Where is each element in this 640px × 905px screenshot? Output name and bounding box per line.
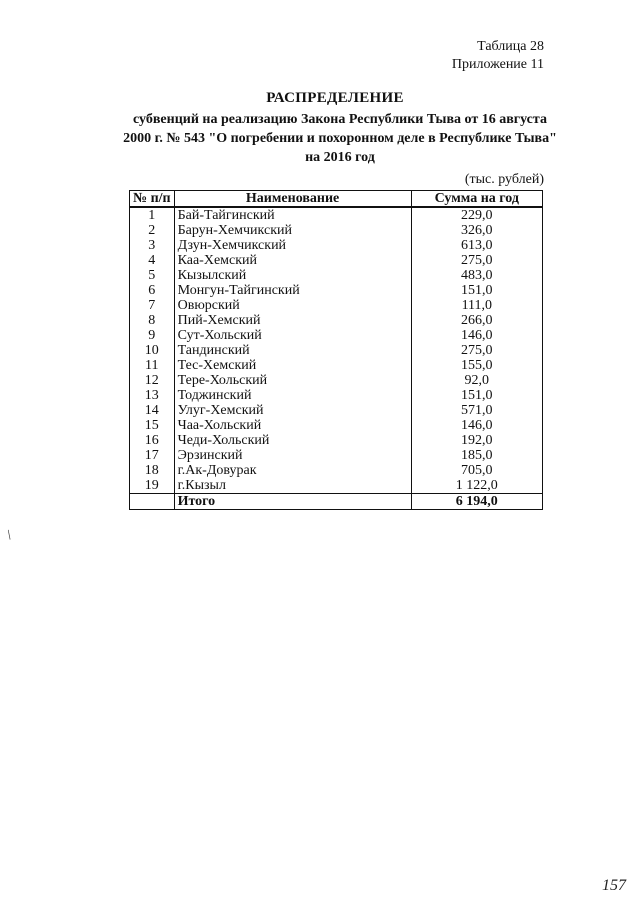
table-row — [130, 223, 543, 238]
table-header-row — [130, 191, 543, 208]
row-number: 10 — [130, 343, 175, 358]
row-number: 14 — [130, 403, 175, 418]
total-number — [130, 494, 175, 510]
row-sum: 192,0 — [411, 433, 542, 448]
row-sum: 266,0 — [411, 313, 542, 328]
table-row — [130, 283, 543, 298]
row-sum: 146,0 — [411, 418, 542, 433]
row-number: 18 — [130, 463, 175, 478]
row-name: г.Кызыл — [174, 478, 411, 494]
subtitle-line-1: субвенций на реализацию Закона Республики Тыва от 16 августа — [133, 112, 547, 127]
row-sum: 185,0 — [411, 448, 542, 463]
row-sum: 275,0 — [411, 343, 542, 358]
table-row — [130, 358, 543, 373]
row-number: 13 — [130, 388, 175, 403]
row-name: Кызылский — [174, 268, 411, 283]
total-sum: 6 194,0 — [411, 494, 542, 510]
header-name: Наименование — [174, 191, 411, 208]
table-row — [130, 238, 543, 253]
row-sum: 229,0 — [411, 207, 542, 223]
row-sum: 571,0 — [411, 403, 542, 418]
table-row — [130, 418, 543, 433]
row-number: 17 — [130, 448, 175, 463]
row-sum: 92,0 — [411, 373, 542, 388]
document-subtitle — [110, 110, 570, 167]
row-number: 11 — [130, 358, 175, 373]
row-name: Тоджинский — [174, 388, 411, 403]
row-name: Тес-Хемский — [174, 358, 411, 373]
distribution-table — [129, 190, 543, 510]
row-sum: 613,0 — [411, 238, 542, 253]
row-sum: 111,0 — [411, 298, 542, 313]
table-row — [130, 328, 543, 343]
table-row — [130, 253, 543, 268]
table-row — [130, 388, 543, 403]
subtitle-line-2: 2000 г. № 543 "О погребении и похоронном деле в Республике Тыва" — [123, 131, 557, 146]
row-number: 9 — [130, 328, 175, 343]
row-name: Улуг-Хемский — [174, 403, 411, 418]
table-total-row — [130, 494, 543, 510]
row-number: 12 — [130, 373, 175, 388]
table-row — [130, 373, 543, 388]
table-label: Таблица 28 — [477, 39, 544, 54]
row-sum: 146,0 — [411, 328, 542, 343]
row-name: г.Ак-Довурак — [174, 463, 411, 478]
row-name: Овюрский — [174, 298, 411, 313]
row-sum: 1 122,0 — [411, 478, 542, 494]
table-row — [130, 433, 543, 448]
row-name: Эрзинский — [174, 448, 411, 463]
row-number: 19 — [130, 478, 175, 494]
table-row — [130, 403, 543, 418]
document-title: РАСПРЕДЕЛЕНИЕ — [266, 90, 404, 106]
table-row — [130, 313, 543, 328]
margin-pen-mark: / — [4, 528, 16, 544]
row-sum: 151,0 — [411, 283, 542, 298]
row-name: Пий-Хемский — [174, 313, 411, 328]
table-row — [130, 448, 543, 463]
table-row — [130, 343, 543, 358]
row-number: 8 — [130, 313, 175, 328]
row-name: Чаа-Хольский — [174, 418, 411, 433]
row-name: Тандинский — [174, 343, 411, 358]
table-body — [130, 207, 543, 510]
row-number: 4 — [130, 253, 175, 268]
row-sum: 483,0 — [411, 268, 542, 283]
row-sum: 151,0 — [411, 388, 542, 403]
table-row — [130, 298, 543, 313]
row-name: Каа-Хемский — [174, 253, 411, 268]
row-name: Тере-Хольский — [174, 373, 411, 388]
header-number: № п/п — [130, 191, 175, 208]
row-number: 16 — [130, 433, 175, 448]
table-row — [130, 207, 543, 223]
row-number: 15 — [130, 418, 175, 433]
row-sum: 705,0 — [411, 463, 542, 478]
row-name: Монгун-Тайгинский — [174, 283, 411, 298]
total-label: Итого — [174, 494, 411, 510]
row-number: 3 — [130, 238, 175, 253]
row-sum: 155,0 — [411, 358, 542, 373]
subtitle-line-3: на 2016 год — [305, 150, 375, 165]
row-number: 6 — [130, 283, 175, 298]
table-row — [130, 268, 543, 283]
row-sum: 326,0 — [411, 223, 542, 238]
document-header — [452, 38, 544, 74]
table-row — [130, 478, 543, 494]
page-number: 157 — [602, 877, 626, 894]
row-name: Сут-Хольский — [174, 328, 411, 343]
row-name: Барун-Хемчикский — [174, 223, 411, 238]
row-name: Бай-Тайгинский — [174, 207, 411, 223]
row-sum: 275,0 — [411, 253, 542, 268]
row-number: 5 — [130, 268, 175, 283]
appendix-label: Приложение 11 — [451, 57, 544, 72]
row-number: 2 — [130, 223, 175, 238]
header-sum: Сумма на год — [411, 191, 542, 208]
row-number: 7 — [130, 298, 175, 313]
table-row — [130, 463, 543, 478]
row-name: Дзун-Хемчикский — [174, 238, 411, 253]
row-name: Чеди-Хольский — [174, 433, 411, 448]
row-number: 1 — [130, 207, 175, 223]
units-label: (тыс. рублей) — [464, 172, 544, 187]
